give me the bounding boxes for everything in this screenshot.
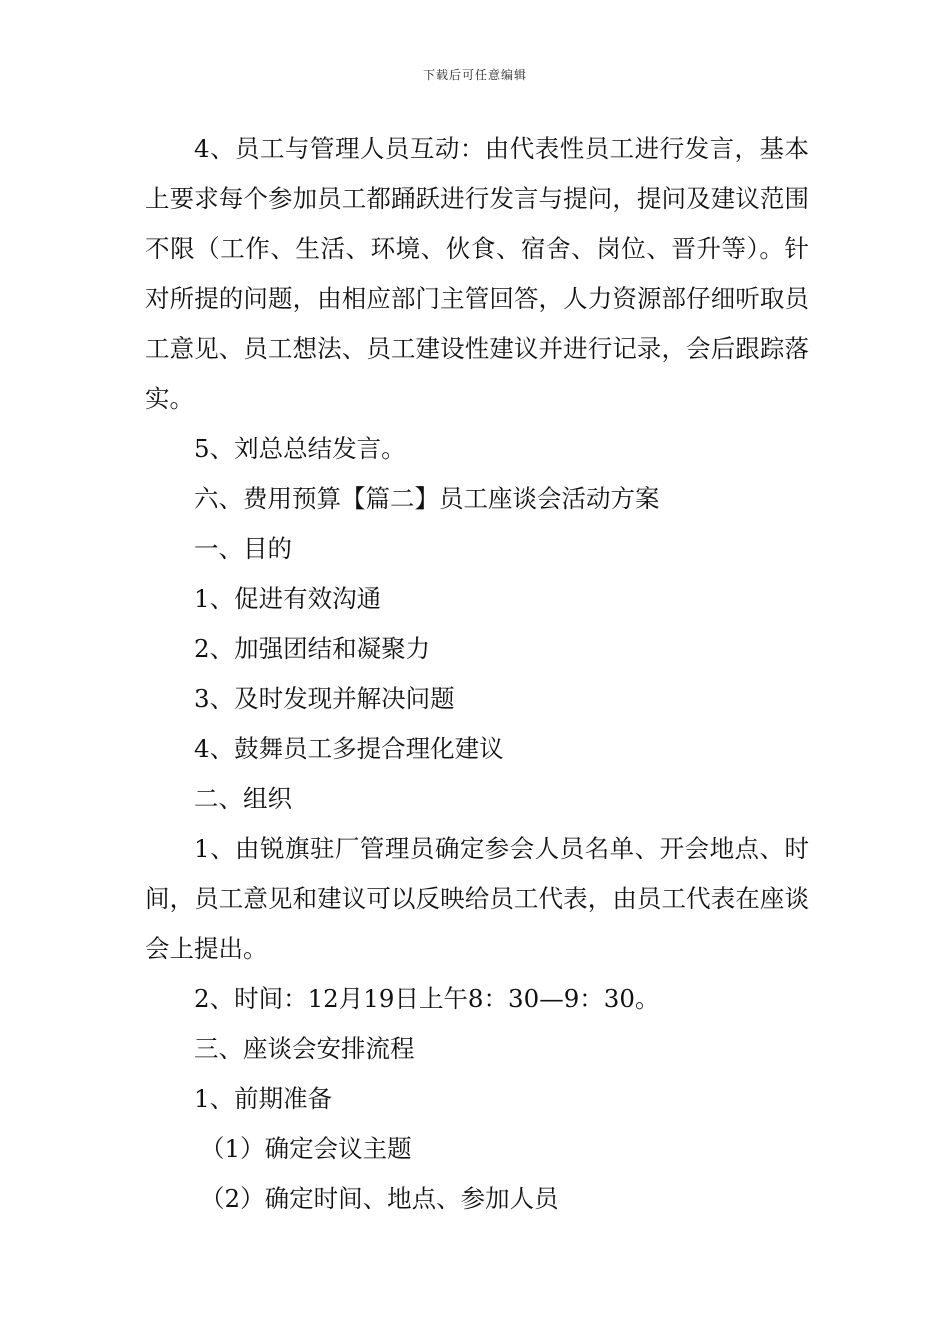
list-item: （2）确定时间、地点、参加人员 xyxy=(200,1184,559,1213)
list-item: 1、前期准备 xyxy=(194,1084,333,1113)
paragraph-summary-speech: 5、刘总总结发言。 xyxy=(194,434,406,463)
list-item: 4、鼓舞员工多提合理化建议 xyxy=(194,734,504,763)
page-header: 下载后可任意编辑 xyxy=(422,68,527,82)
paragraph-time: 2、时间：12月19日上午8：30—9：30。 xyxy=(194,984,660,1013)
paragraph-interaction: 4、员工与管理人员互动：由代表性员工进行发言，基本上要求每个参加员工都踊跃进行发言与提问，提问及建议范围不限（工作、生活、环境、伙食、宿舍、岗位、晋升等）。针对所提的问题，由相应部门主管回答，人力资源部仔细听取员工意见、员工想法、员工建设性建议并进行记录，会后跟踪落实。 xyxy=(145,134,809,413)
list-item: （1）确定会议主题 xyxy=(200,1134,412,1163)
list-item: 3、及时发现并解决问题 xyxy=(194,684,455,713)
heading-budget: 六、费用预算【篇二】员工座谈会活动方案 xyxy=(194,484,660,513)
document-body xyxy=(145,124,809,1224)
list-item: 1、促进有效沟通 xyxy=(194,584,382,613)
list-item: 2、加强团结和凝聚力 xyxy=(194,634,431,663)
heading-purpose: 一、目的 xyxy=(194,534,292,563)
heading-process: 三、座谈会安排流程 xyxy=(194,1034,415,1063)
paragraph-attendees: 1、由锐旗驻厂管理员确定参会人员名单、开会地点、时间，员工意见和建议可以反映给员工代表，由员工代表在座谈会上提出。 xyxy=(145,834,809,963)
heading-organization: 二、组织 xyxy=(194,784,292,813)
